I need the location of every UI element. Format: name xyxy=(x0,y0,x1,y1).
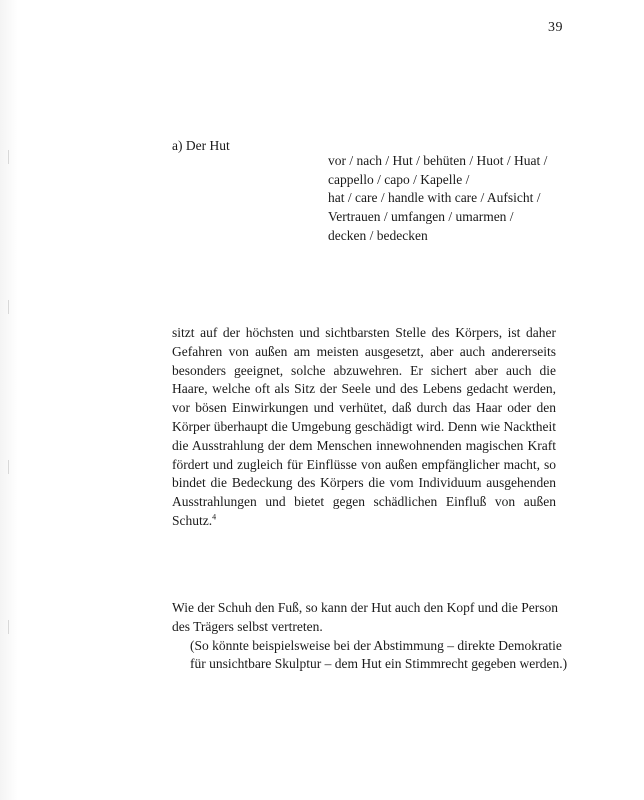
body-paragraph-text: sitzt auf der höchsten und sichtbarsten Stelle des Körpers, ist daher Gefahren von außen am meisten ausgesetzt, aber auch andererseits besonders geeignet, solche abzuwehren. Er sichert aber auch die Haare, welche oft als Sitz der Seele und des Lebens gedacht werden, vor bösen Einwirkungen und verhütet, daß durch das Haar oder den Körper überhaupt die Umgebung geschädigt wird. Denn wie Nacktheit die Ausstrahlung der dem Menschen innewohnenden magischen Kraft fördert und zugleich für Einflüsse von außen empfänglicher macht, so bindet die Bedeckung des Körpers die vom Individuum ausgehenden Ausstrahlungen und bietet gegen schädlichen Einfluß von außen Schutz. xyxy=(172,325,556,528)
word-list-line: cappello / capo / Kapelle / xyxy=(328,171,470,187)
section-heading: a) Der Hut xyxy=(172,138,230,153)
word-list-line: hat / care / handle with care / Aufsicht / xyxy=(328,190,541,206)
word-list-line: Vertrauen / umfangen / umarmen / xyxy=(328,209,514,225)
word-list-line: vor / nach / Hut / behüten / Huot / Huat / xyxy=(328,153,548,168)
footnote-reference[interactable]: 4 xyxy=(212,512,217,522)
binding-edge xyxy=(8,0,10,800)
body-paragraph xyxy=(172,324,556,531)
word-list-line: decken / bedecken xyxy=(328,227,428,243)
closing-section xyxy=(172,599,572,674)
word-association-list xyxy=(328,152,547,246)
closing-statement: Wie der Schuh den Fuß, so kann der Hut auch den Kopf und die Person des Trägers selbst vertreten. xyxy=(172,600,559,634)
page-number: 39 xyxy=(548,20,563,35)
closing-parenthetical: (So könnte beispielsweise bei der Abstimmung – direkte Demokratie für unsichtbare Skulptur – dem Hut ein Stimmrecht gegeben werden.) xyxy=(190,637,568,672)
